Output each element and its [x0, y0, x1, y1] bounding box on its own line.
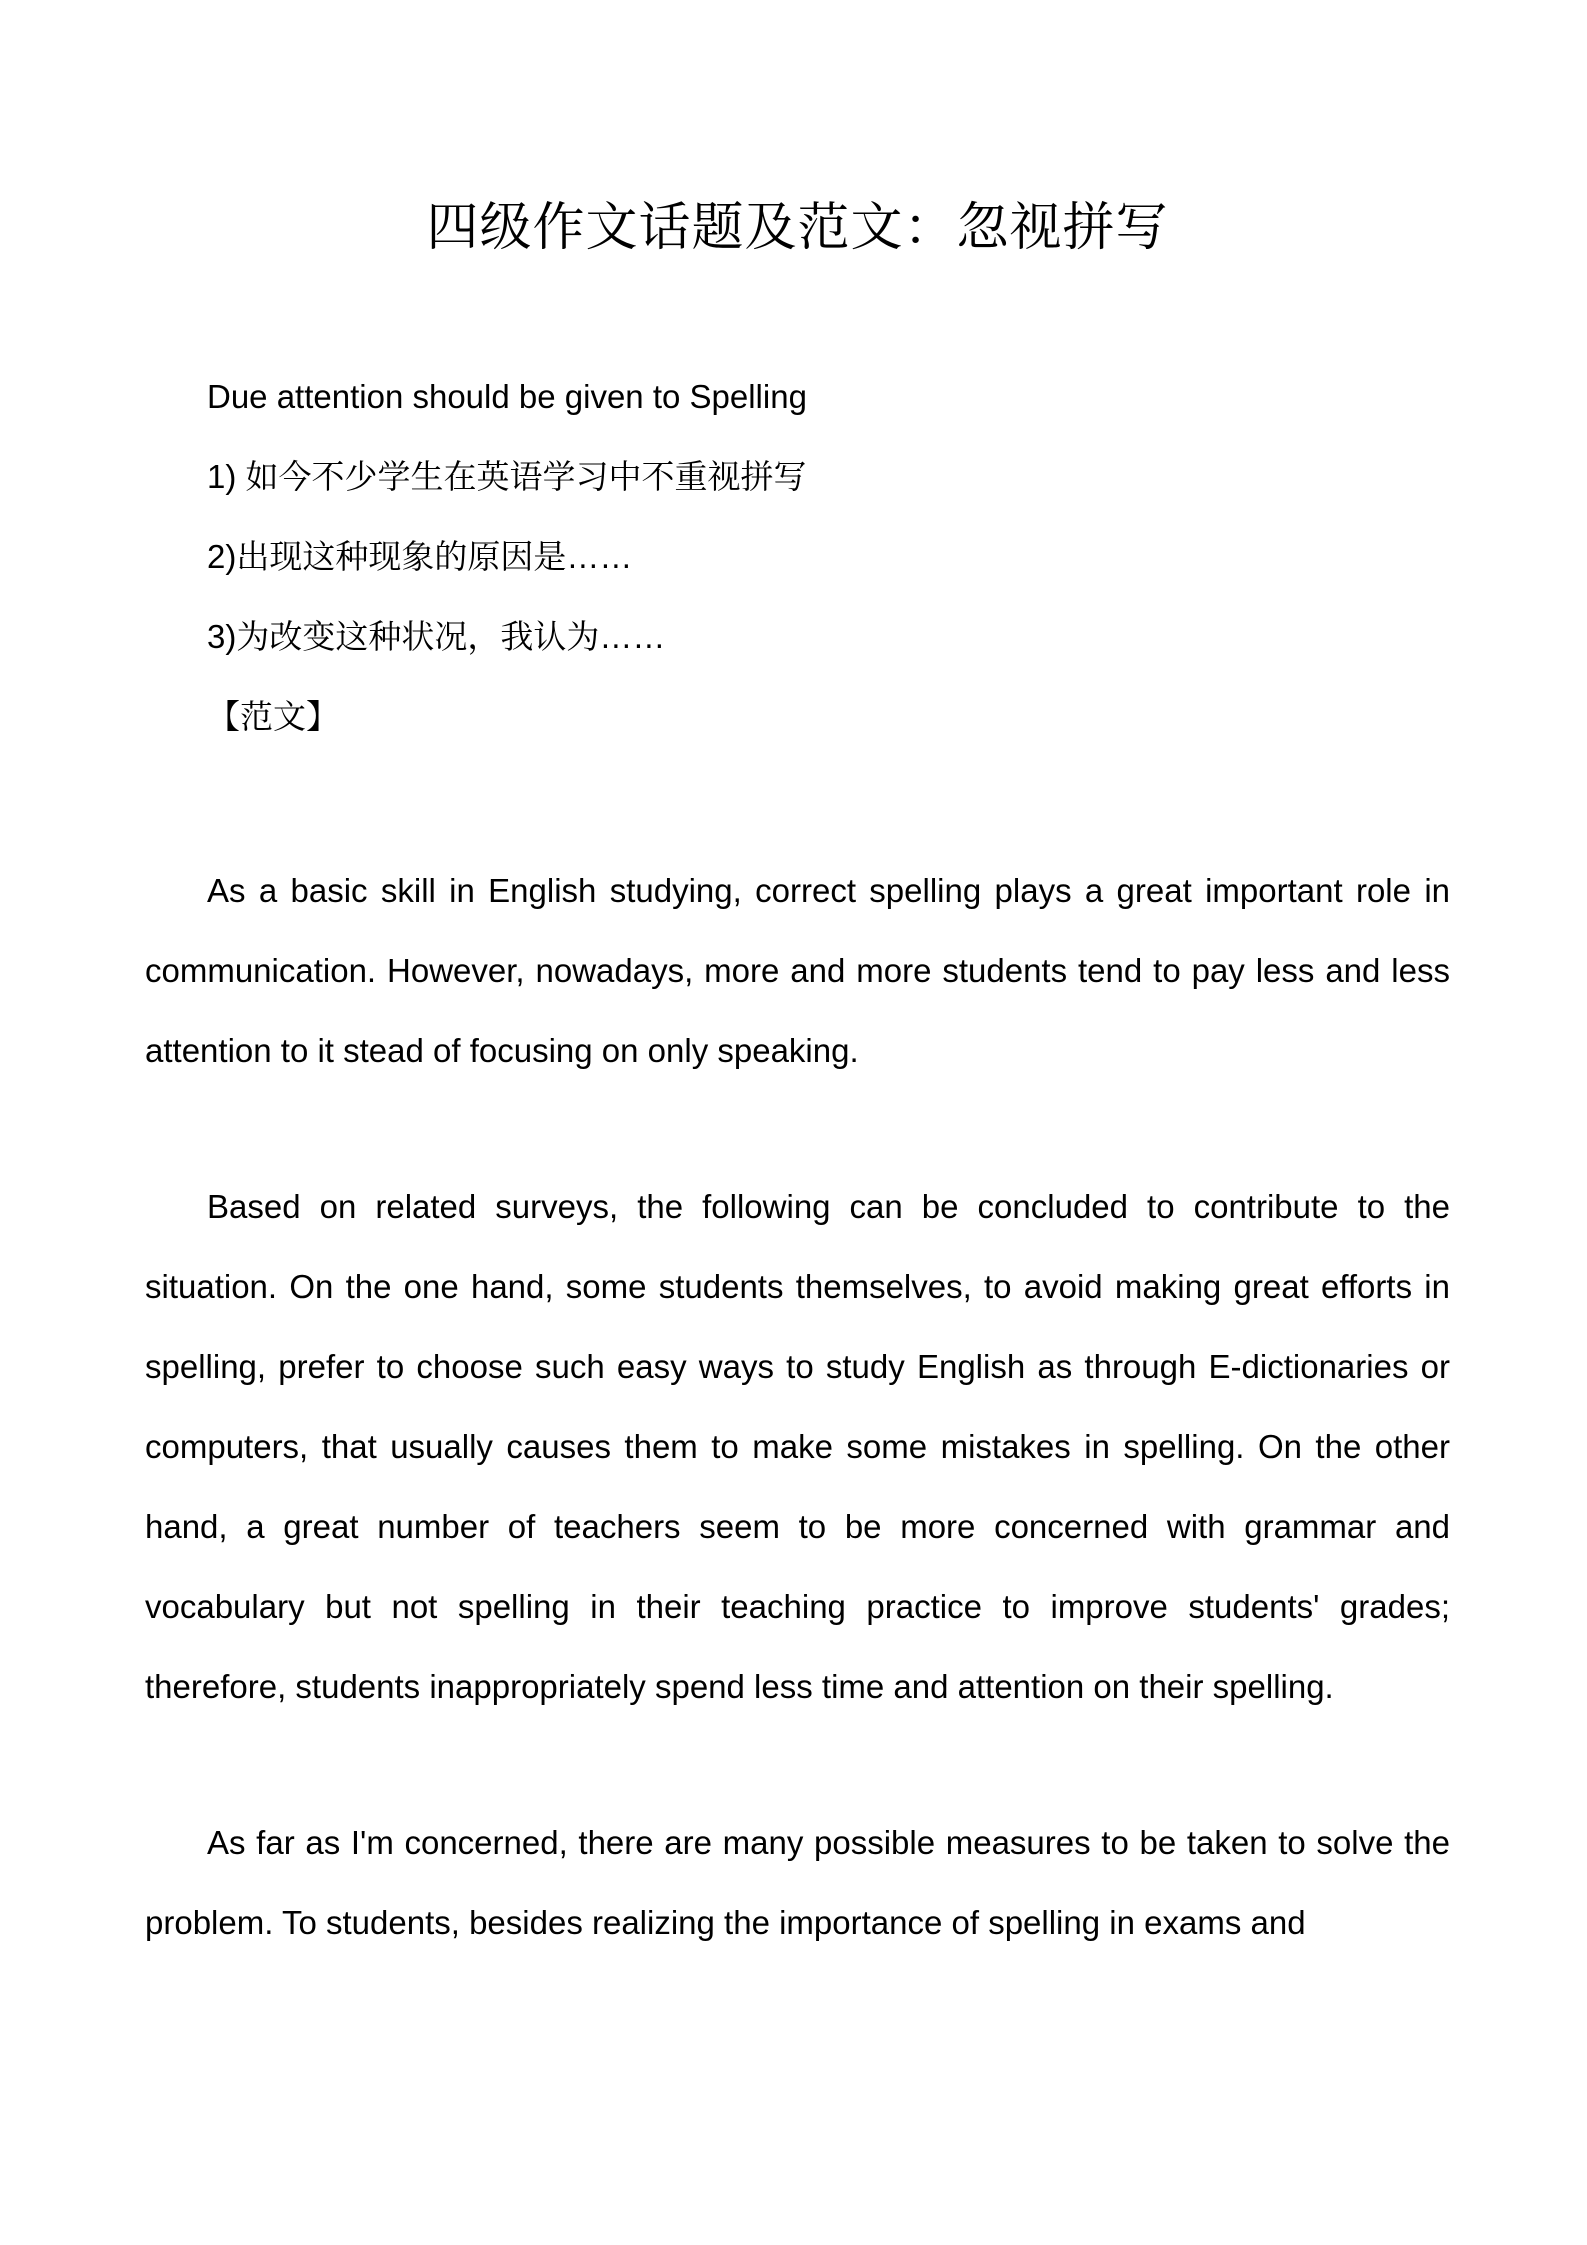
- page-title: 四级作文话题及范文：忽视拼写: [426, 199, 1169, 257]
- essay-paragraph: As a basic skill in English studying, correct spelling plays a great important role in communication. However, nowadays, more and more students tend to pay less and less attention to it stead of focusing on only speaking.: [145, 872, 1450, 1069]
- essay-paragraph: As far as I'm concerned, there are many possible measures to be taken to solve the problem. To students, besides realizing the importance of spelling in exams and: [145, 1824, 1450, 1941]
- sample-essay-label: 【范文】: [207, 698, 339, 735]
- outline-point-3: 3)为改变这种状况，我认为……: [207, 618, 666, 655]
- outline-point-1: 1) 如今不少学生在英语学习中不重视拼写: [207, 458, 807, 495]
- essay-paragraph: Based on related surveys, the following can be concluded to contribute to the situation. On the one hand, some students themselves, to avoid making great efforts in spelling, prefer to choose such easy ways to study English as through E-dictionaries or computers, that usually causes them to make some mistakes in spelling. On the other hand, a great number of teachers seem to be more concerned with grammar and vocabulary but not spelling in their teaching practice to improve students' grades; therefore, students inappropriately spend less time and attention on their spelling.: [145, 1188, 1450, 1705]
- outline-point-2: 2)出现这种现象的原因是……: [207, 538, 633, 575]
- essay-topic-heading: Due attention should be given to Spelling: [207, 378, 807, 415]
